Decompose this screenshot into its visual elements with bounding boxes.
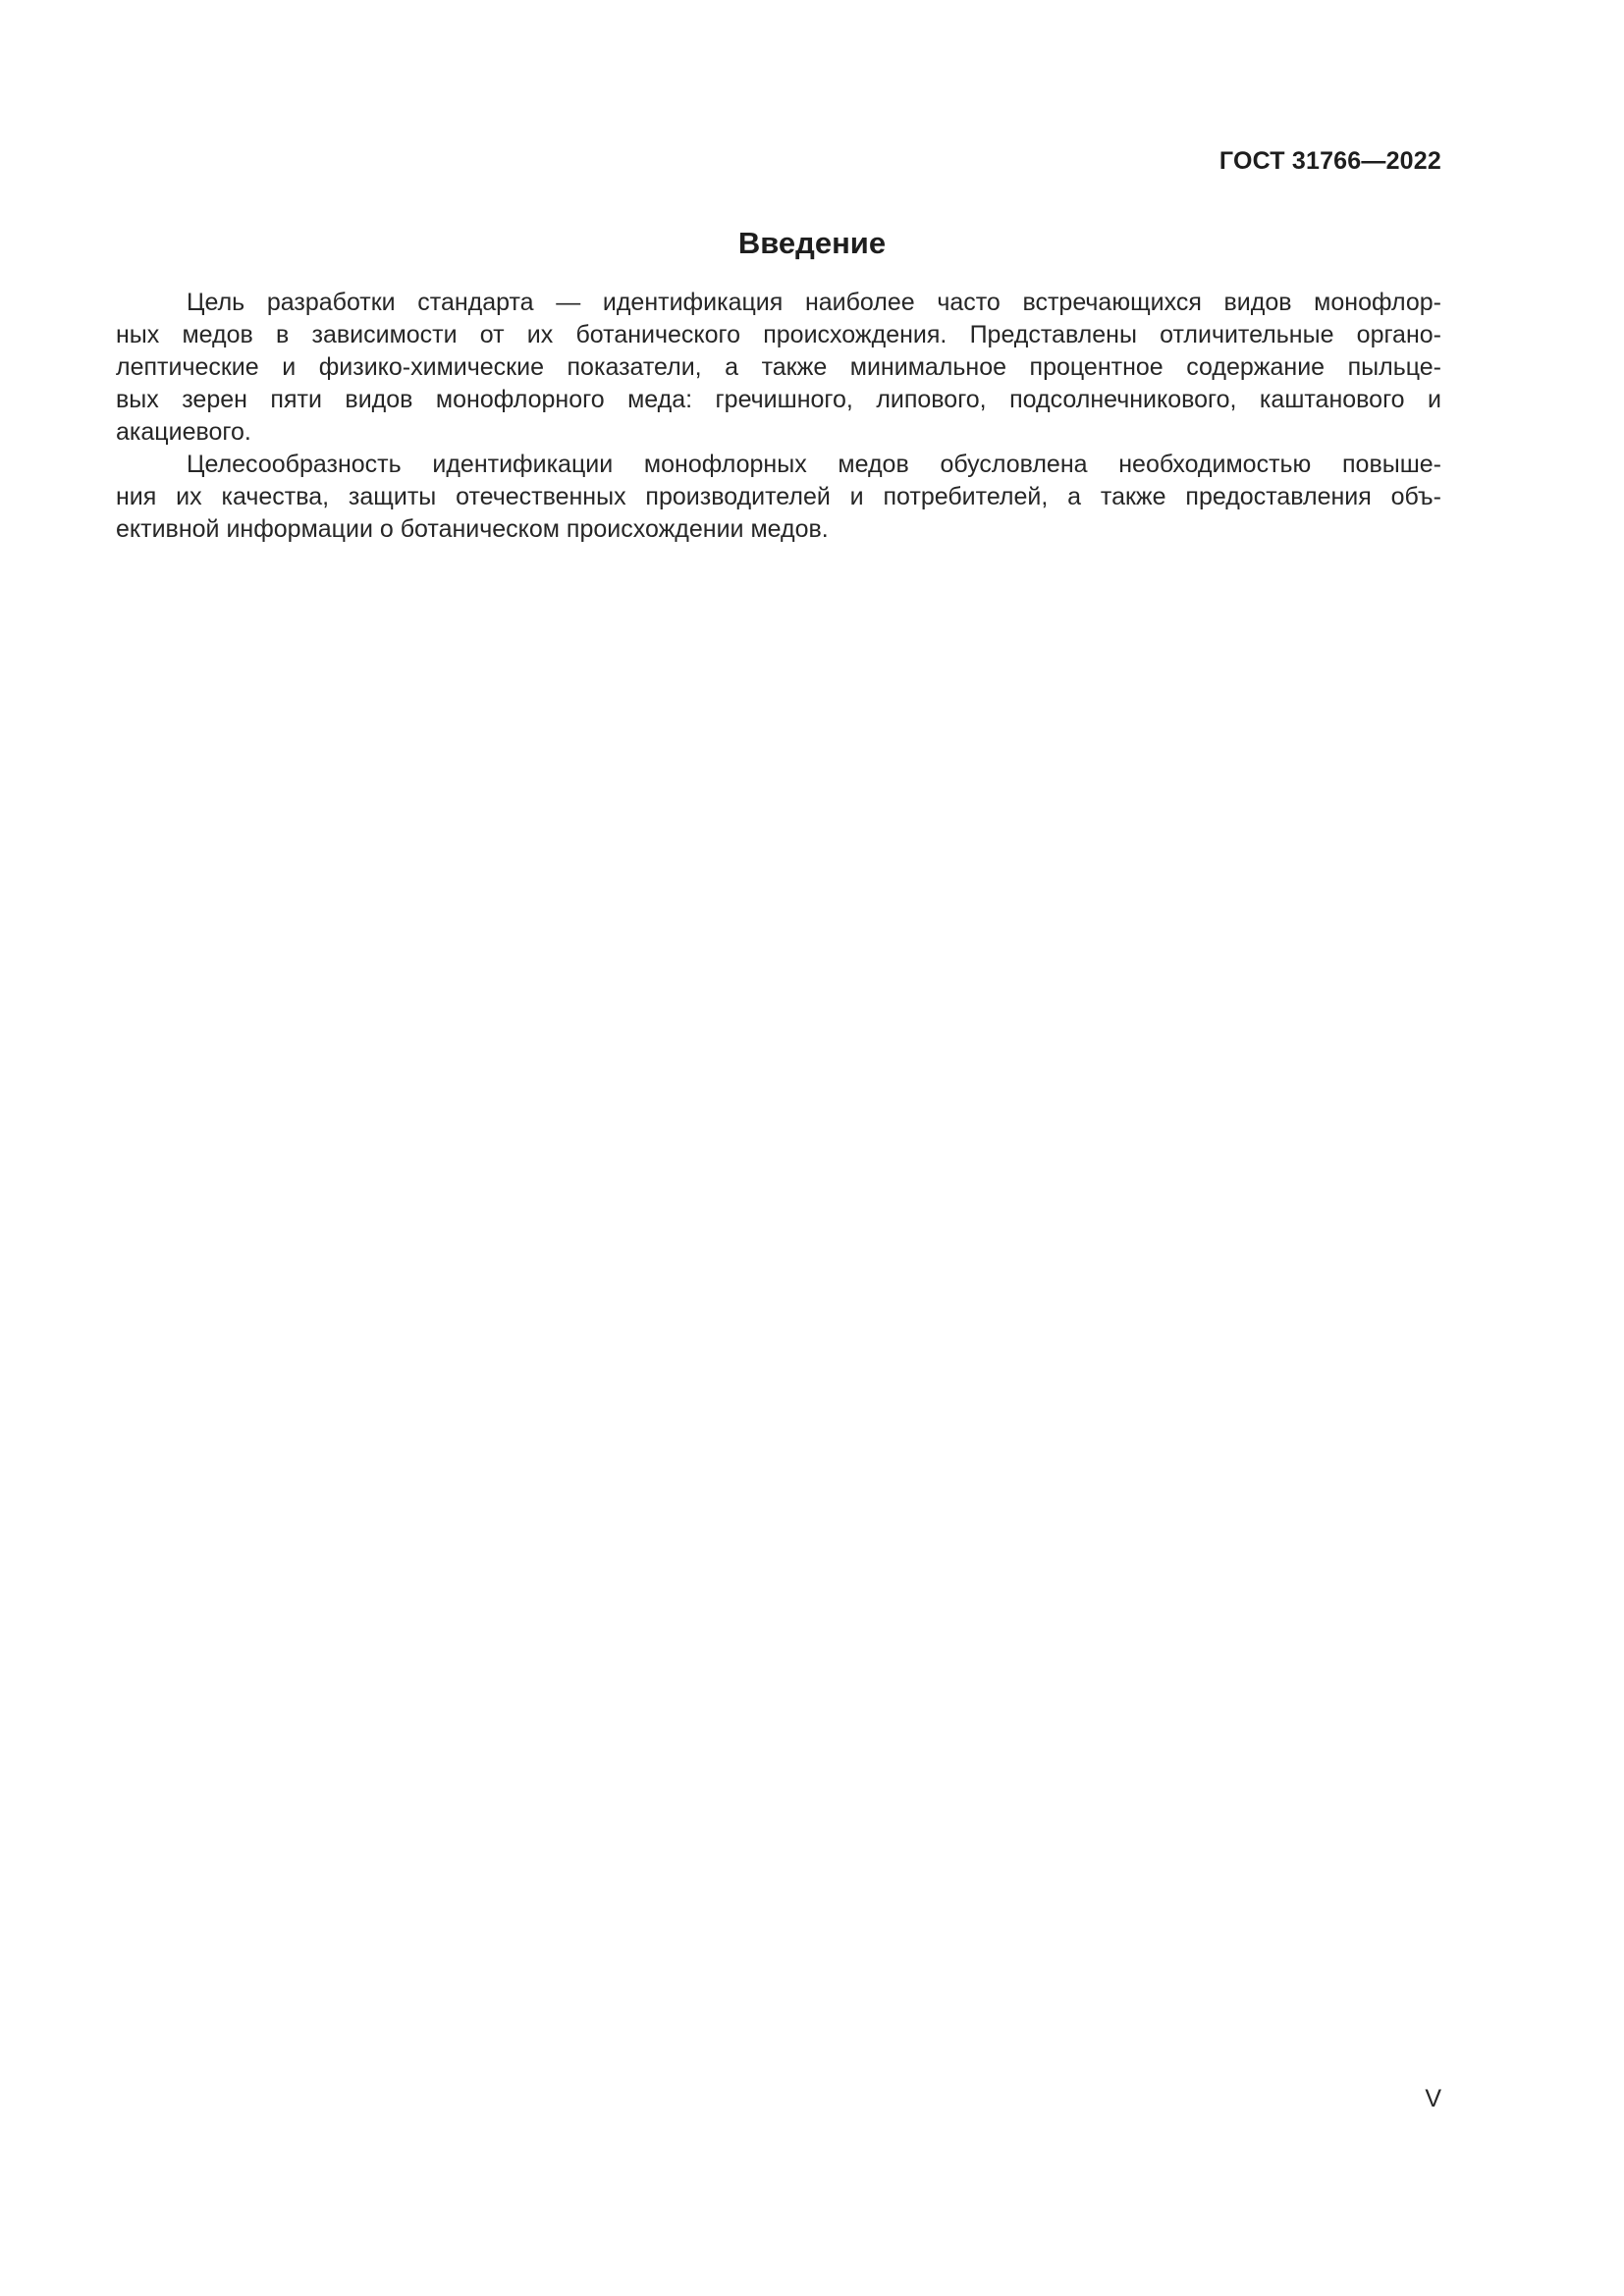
text-line: ния их качества, защиты отечественных производителей и потребителей, а также предоставления объ- <box>116 483 1441 510</box>
paragraph-purpose <box>116 287 1441 449</box>
body-text <box>116 287 1441 546</box>
text-line: Целесообразность идентификации монофлорных медов обусловлена необходимостью повыше- <box>187 451 1441 478</box>
document-code: ГОСТ 31766—2022 <box>1218 147 1441 175</box>
text-line: ективной информации о ботаническом происхождении медов. <box>116 515 829 543</box>
text-line: акациевого. <box>116 418 251 446</box>
text-line: ных медов в зависимости от их ботанического происхождения. Представлены отличительные органо- <box>116 321 1441 348</box>
page-number: V <box>1425 2085 1441 2112</box>
text-line: вых зерен пяти видов монофлорного меда: гречишного, липового, подсолнечникового, каштанового и <box>116 386 1441 413</box>
text-line: лептические и физико-химические показатели, а также минимальное процентное содержание пыльце- <box>116 353 1441 381</box>
text-line: Цель разработки стандарта — идентификация наиболее часто встречающихся видов монофлор- <box>187 289 1441 316</box>
section-title: Введение <box>737 226 887 260</box>
paragraph-rationale <box>116 449 1441 546</box>
